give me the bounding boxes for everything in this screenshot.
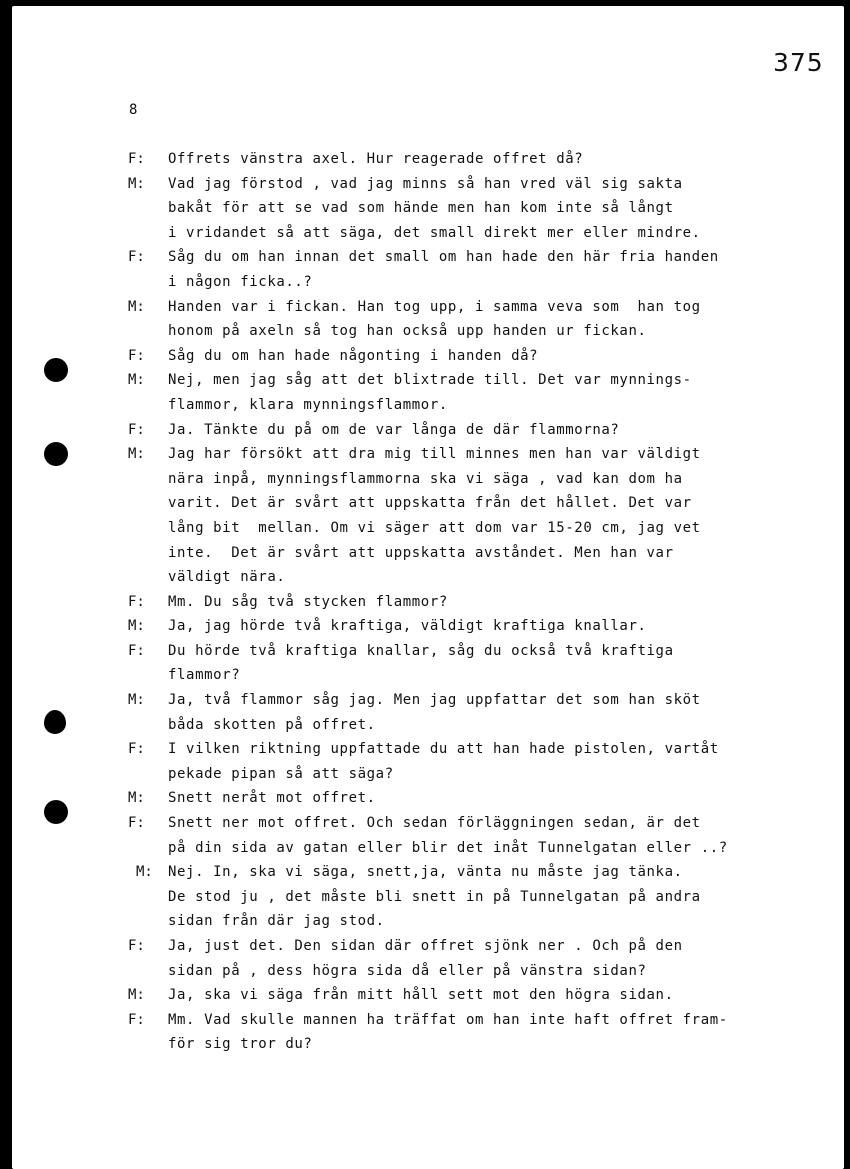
transcript-turn xyxy=(0,786,850,811)
utterance-line: nära inpå, mynningsflammorna ska vi säga , vad kan dom ha xyxy=(168,470,683,487)
utterance-line: Mm. Du såg två stycken flammor? xyxy=(168,593,448,610)
utterance-line: Offrets vänstra axel. Hur reagerade offret då? xyxy=(168,151,584,167)
utterance-line: väldigt nära. xyxy=(168,569,286,586)
utterance-line: honom på axeln så tog han också upp handen ur fickan. xyxy=(168,323,647,340)
utterance-line: sidan från där jag stod. xyxy=(168,913,385,930)
speaker-label: F: xyxy=(128,815,145,832)
utterance-line: Såg du om han innan det small om han hade den här fria handen xyxy=(168,249,719,266)
utterance-line: Ja. Tänkte du på om de var långa de där flammorna? xyxy=(168,421,620,438)
transcript-turn xyxy=(0,442,850,590)
transcript-turn xyxy=(0,934,850,983)
utterance-line: Ja, ska vi säga från mitt håll sett mot den högra sidan. xyxy=(168,987,674,1004)
utterance-line: Snett ner mot offret. Och sedan förläggningen sedan, är det xyxy=(168,815,701,832)
utterance-line: Nej, men jag såg att det blixtrade till. Det var mynnings- xyxy=(168,372,692,389)
transcript-turn xyxy=(0,245,850,294)
transcript-turn xyxy=(0,295,850,344)
transcript-turn xyxy=(0,147,850,172)
transcript-turn xyxy=(0,860,850,934)
speaker-label: M: xyxy=(128,298,145,315)
utterance-line: inte. Det är svårt att uppskatta avståndet. Men han var xyxy=(168,544,674,561)
transcript-turn xyxy=(0,688,850,737)
speaker-label: M: xyxy=(128,618,145,635)
transcript-turn xyxy=(0,418,850,443)
utterance-line: i vridandet så att säga, det small direkt mer eller mindre. xyxy=(168,224,701,241)
utterance-line: sidan på , dess högra sida då eller på vänstra sidan? xyxy=(168,962,647,979)
page-number: 375 xyxy=(773,48,824,77)
utterance-line: varit. Det är svårt att uppskatta från det hållet. Det var xyxy=(168,495,692,512)
utterance-line: bakåt för att se vad som hände men han kom inte så långt xyxy=(168,200,674,217)
utterance-line: flammor, klara mynningsflammor. xyxy=(168,396,448,413)
interview-transcript xyxy=(0,147,850,1057)
speaker-label: F: xyxy=(128,249,145,266)
speaker-label: F: xyxy=(128,741,145,758)
speaker-label: M: xyxy=(128,692,145,709)
transcript-turn xyxy=(0,344,850,369)
speaker-label: M: xyxy=(128,987,145,1004)
speaker-label: M: xyxy=(128,790,145,807)
utterance-line: Ja, just det. Den sidan där offret sjönk ner . Och på den xyxy=(168,938,683,954)
utterance-line: Nej. In, ska vi säga, snett,ja, vänta nu måste jag tänka. xyxy=(168,864,683,881)
utterance-line: Ja, två flammor såg jag. Men jag uppfattar det som han sköt xyxy=(168,692,701,709)
speaker-label: F: xyxy=(128,347,145,364)
utterance-line: båda skotten på offret. xyxy=(168,716,376,733)
utterance-line: Du hörde två kraftiga knallar, såg du också två kraftiga xyxy=(168,642,674,659)
utterance-line: Ja, jag hörde två kraftiga, väldigt kraftiga knallar. xyxy=(168,618,647,635)
transcript-turn xyxy=(0,983,850,1008)
utterance-line: Mm. Vad skulle mannen ha träffat om han inte haft offret fram- xyxy=(168,1011,728,1028)
utterance-line: pekade pipan så att säga? xyxy=(168,765,394,782)
transcript-turn xyxy=(0,614,850,639)
speaker-label: F: xyxy=(128,151,145,167)
transcript-turn xyxy=(0,639,850,688)
utterance-line: Handen var i fickan. Han tog upp, i samma veva som han tog xyxy=(168,298,701,315)
utterance-line: lång bit mellan. Om vi säger att dom var 15-20 cm, jag vet xyxy=(168,519,701,536)
utterance-line: Snett neråt mot offret. xyxy=(168,790,376,807)
utterance-line: Vad jag förstod , vad jag minns så han vred väl sig sakta xyxy=(168,175,683,192)
utterance-line: Jag har försökt att dra mig till minnes men han var väldigt xyxy=(168,446,701,463)
transcript-turn xyxy=(0,1008,850,1057)
speaker-label: M: xyxy=(128,446,145,463)
speaker-label: M: xyxy=(128,175,145,192)
transcript-turn xyxy=(0,172,850,246)
speaker-label: F: xyxy=(128,938,145,954)
utterance-line: för sig tror du? xyxy=(168,1036,313,1053)
utterance-line: Såg du om han hade någonting i handen då? xyxy=(168,347,539,364)
speaker-label: F: xyxy=(128,1011,145,1028)
utterance-line: flammor? xyxy=(168,667,241,684)
speaker-label: F: xyxy=(128,642,145,659)
utterance-line: De stod ju , det måste bli snett in på Tunnelgatan på andra xyxy=(168,888,701,905)
speaker-label: F: xyxy=(128,593,145,610)
transcript-turn xyxy=(0,737,850,786)
transcript-turn xyxy=(0,811,850,860)
utterance-line: I vilken riktning uppfattade du att han hade pistolen, vartåt xyxy=(168,741,719,758)
speaker-label: M: xyxy=(136,864,153,881)
transcript-turn xyxy=(0,368,850,417)
section-number: 8 xyxy=(129,102,138,118)
utterance-line: på din sida av gatan eller blir det inåt Tunnelgatan eller ..? xyxy=(168,839,728,856)
transcript-turn xyxy=(0,590,850,615)
speaker-label: M: xyxy=(128,372,145,389)
utterance-line: i någon ficka..? xyxy=(168,273,313,290)
speaker-label: F: xyxy=(128,421,145,438)
